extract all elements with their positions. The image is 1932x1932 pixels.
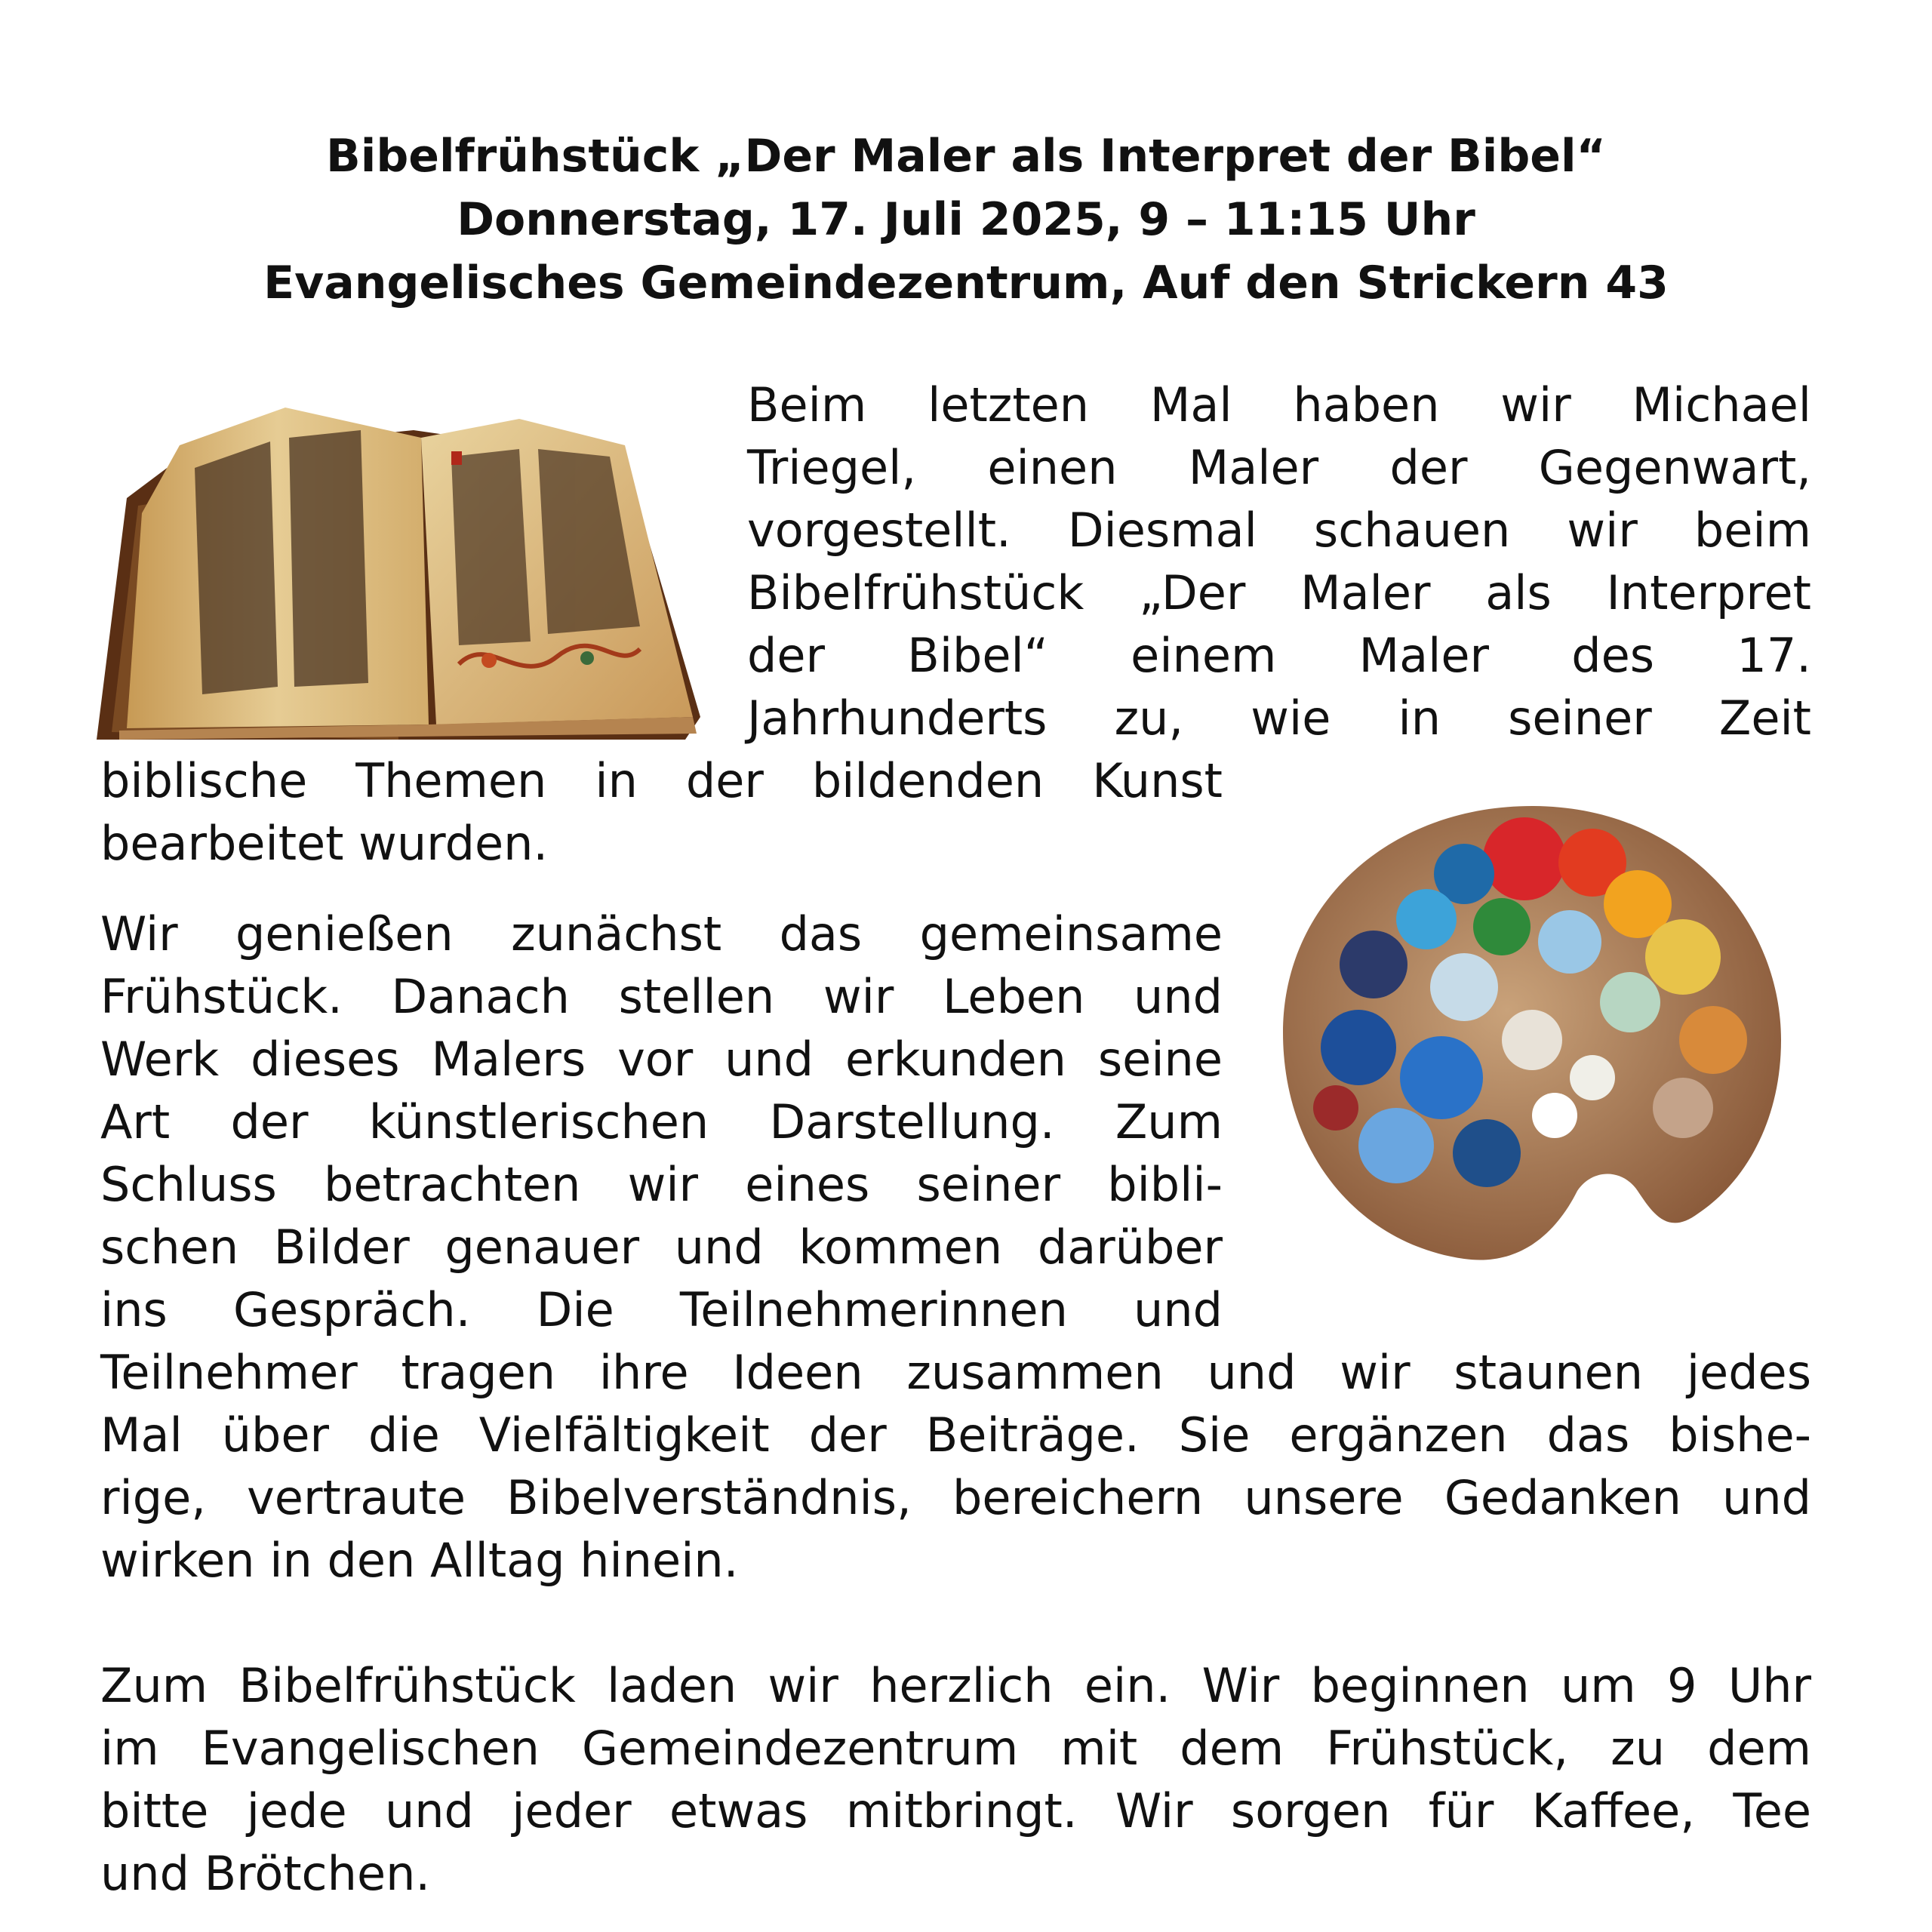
text-line: Wir genießen zunächst das gemeinsame [100, 906, 1223, 961]
event-date-time: Donnerstag, 17. Juli 2025, 9 – 11:15 Uhr [457, 193, 1475, 246]
text-line: im Evangelischen Gemeindezentrum mit dem Frühstück, zu dem [100, 1721, 1811, 1776]
text-line: biblische Themen in der bildenden Kunst [100, 753, 1223, 808]
text-line: vorgestellt. Diesmal schauen wir beim [747, 503, 1811, 558]
text-line: Zum Bibelfrühstück laden wir herzlich ein. Wir beginnen um 9 Uhr [100, 1658, 1811, 1713]
text-line: ins Gespräch. Die Teilnehmerinnen und [100, 1282, 1223, 1337]
text-line: Beim letzten Mal haben wir Michael [747, 377, 1811, 432]
text-line: Schluss betrachten wir eines seiner bibli- [100, 1157, 1223, 1212]
text-line: Werk dieses Malers vor und erkunden seine [100, 1032, 1223, 1087]
text-line: bearbeitet wurden. [100, 816, 549, 871]
paint-palette-image [1275, 791, 1789, 1274]
event-title: Bibelfrühstück „Der Maler als Interpret der Bibel“ [326, 130, 1606, 183]
text-line: Jahrhunderts zu, wie in seiner Zeit [747, 691, 1811, 746]
text-line: und Brötchen. [100, 1846, 431, 1901]
text-line: Bibelfrühstück „Der Maler als Interpret [747, 565, 1811, 620]
text-line: der Bibel“ einem Maler des 17. [747, 628, 1811, 683]
text-line: bitte jede und jeder etwas mitbringt. Wir sorgen für Kaffee, Tee [100, 1783, 1811, 1838]
text-line: schen Bilder genauer und kommen darüber [100, 1220, 1223, 1275]
text-line: rige, vertraute Bibelverständnis, bereichern unsere Gedanken und [100, 1470, 1811, 1525]
text-line: Art der künstlerischen Darstellung. Zum [100, 1094, 1223, 1149]
open-bible-image [97, 385, 715, 740]
text-line: Mal über die Vielfältigkeit der Beiträge. Sie ergänzen das bishe- [100, 1407, 1811, 1463]
text-line: Triegel, einen Maler der Gegenwart, [747, 440, 1811, 495]
text-line: Frühstück. Danach stellen wir Leben und [100, 969, 1223, 1024]
text-line: wirken in den Alltag hinein. [100, 1533, 739, 1588]
event-location: Evangelisches Gemeindezentrum, Auf den Strickern 43 [263, 257, 1669, 309]
text-line: Teilnehmer tragen ihre Ideen zusammen und wir staunen jedes [100, 1345, 1811, 1400]
header [0, 125, 1932, 315]
